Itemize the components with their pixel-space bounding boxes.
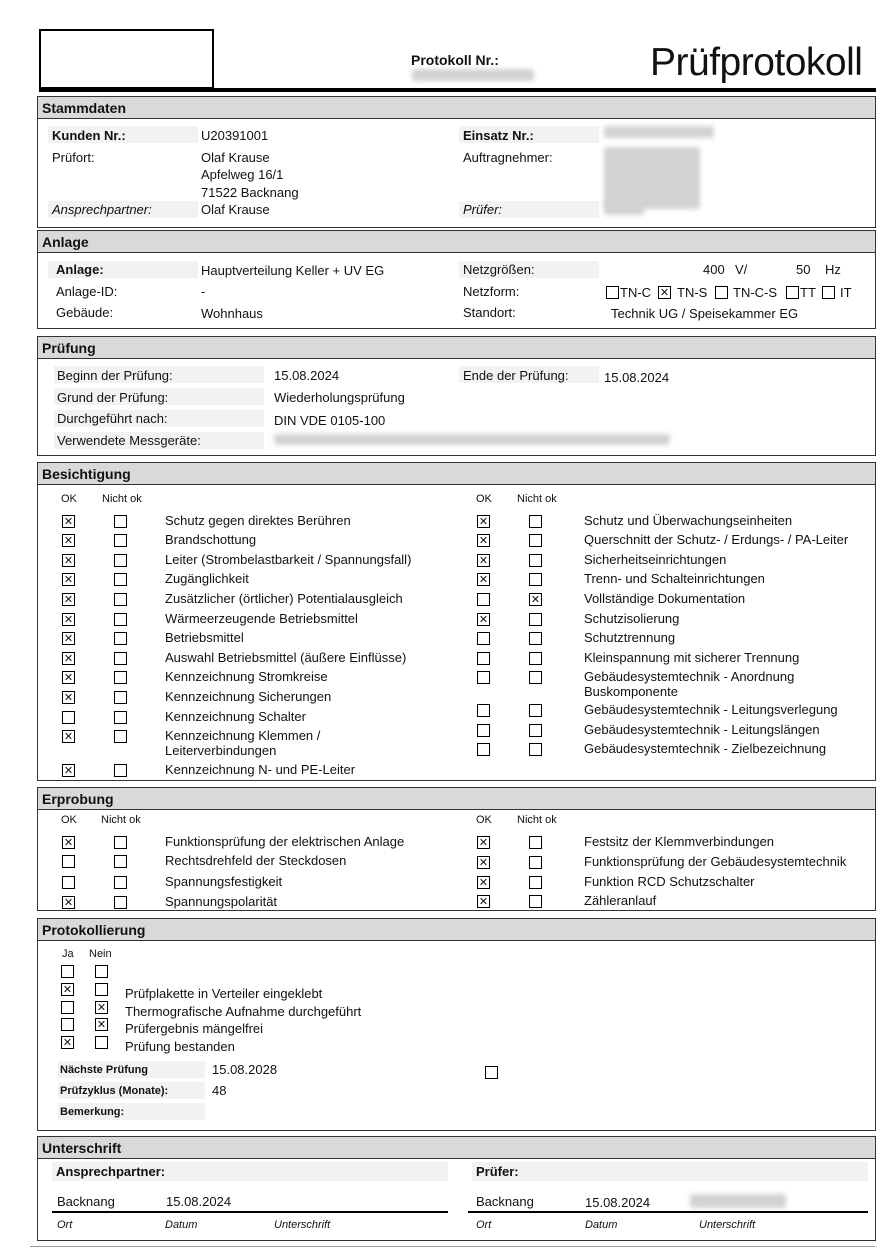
erprobung-left-item-nok-checkbox[interactable]	[114, 896, 127, 909]
erprobung-right-item-nok-checkbox[interactable]	[529, 856, 542, 869]
besichtigung-right-item-label: Gebäudesystemtechnik - Anordnung	[584, 669, 795, 684]
besichtigung-right-item-label: Gebäudesystemtechnik - Leitungsverlegung	[584, 702, 838, 717]
erprobung-right-item-nok-checkbox[interactable]	[529, 836, 542, 849]
besichtigung-right-item-ok-checkbox[interactable]	[477, 724, 490, 737]
besichtigung-right-item-label: Sicherheitseinrichtungen	[584, 552, 727, 567]
grund-value: Wiederholungsprüfung	[274, 390, 405, 405]
protokollierung-ja-checkbox[interactable]: ✕	[62, 983, 73, 996]
besichtigung-left-item-label: Auswahl Betriebsmittel (äußere Einflüsse)	[165, 650, 407, 665]
protokollierung-nein-checkbox[interactable]: ✕	[96, 1001, 107, 1014]
protokollierung-item-label: Prüfplakette in Verteiler eingeklebt	[125, 986, 323, 1001]
besichtigung-right-item-ok-checkbox[interactable]: ✕	[478, 573, 489, 586]
extra-checkbox[interactable]	[485, 1066, 498, 1079]
col-nok-right: Nicht ok	[517, 814, 557, 826]
besichtigung-right-item-label: Vollständige Dokumentation	[584, 591, 746, 606]
sig-left-title: Ansprechpartner:	[56, 1164, 166, 1179]
frequency-value: 50	[796, 262, 811, 277]
section-besichtigung	[37, 462, 876, 781]
besichtigung-right-item-ok-checkbox[interactable]	[477, 743, 490, 756]
sig-right-ort-caption: Ort	[476, 1219, 492, 1231]
erprobung-left-item-ok-checkbox[interactable]: ✕	[63, 896, 74, 909]
netzgroessen-label: Netzgrößen:	[463, 262, 535, 277]
besichtigung-right-item-nok-checkbox[interactable]	[529, 534, 542, 547]
sig-right-title: Prüfer:	[476, 1164, 519, 1179]
ansprechpartner-label: Ansprechpartner:	[52, 202, 152, 217]
einsatz-nr-label: Einsatz Nr.:	[463, 128, 534, 143]
protokollierung-nein-checkbox[interactable]	[95, 1036, 108, 1049]
besichtigung-left-item-ok-checkbox[interactable]: ✕	[63, 613, 74, 626]
besichtigung-right-item-nok-checkbox[interactable]: ✕	[530, 593, 541, 606]
section-heading-erprobung: Erprobung	[38, 788, 875, 810]
besichtigung-right-item-ok-checkbox[interactable]	[477, 632, 490, 645]
besichtigung-right-item-nok-checkbox[interactable]	[529, 743, 542, 756]
erprobung-right-item-label: Zähleranlauf	[584, 893, 657, 908]
besichtigung-right-item-nok-checkbox[interactable]	[529, 632, 542, 645]
sig-right-datum-caption: Datum	[585, 1219, 618, 1231]
section-heading-protokollierung: Protokollierung	[38, 919, 875, 941]
gebaeude-value: Wohnhaus	[201, 306, 263, 321]
kunden-nr-label: Kunden Nr.:	[52, 128, 126, 143]
standort-label: Standort:	[463, 305, 516, 320]
besichtigung-left-item-label: Zusätzlicher (örtlicher) Potentialausgleich	[165, 591, 403, 606]
beginn-label: Beginn der Prüfung:	[57, 368, 173, 383]
besichtigung-left-item-nok-checkbox[interactable]	[114, 730, 127, 743]
netzform-tt-checkbox[interactable]	[786, 286, 799, 299]
besichtigung-right-item-nok-checkbox[interactable]	[529, 554, 542, 567]
besichtigung-right-item-label: Schutztrennung	[584, 630, 676, 645]
protokollierung-item-label: Prüfung bestanden	[125, 1039, 235, 1054]
frequency-unit: Hz	[825, 262, 841, 277]
besichtigung-right-item-ok-checkbox[interactable]: ✕	[478, 554, 489, 567]
erprobung-right-item-nok-checkbox[interactable]	[529, 895, 542, 908]
gebaeude-label: Gebäude:	[56, 305, 114, 320]
netzform-it-label: IT	[840, 285, 852, 300]
netzform-tncs-label: TN-C-S	[733, 285, 778, 300]
besichtigung-left-item-label: Betriebsmittel	[165, 630, 244, 645]
sig-right-unterschrift-caption: Unterschrift	[699, 1219, 756, 1231]
erprobung-right-item-ok-checkbox[interactable]: ✕	[478, 895, 489, 908]
ende-label: Ende der Prüfung:	[463, 368, 569, 383]
besichtigung-right-item-ok-checkbox[interactable]	[477, 704, 490, 717]
durchgefuehrt-label: Durchgeführt nach:	[57, 411, 168, 426]
protokollierung-item-label: Prüfergebnis mängelfrei	[125, 1021, 264, 1036]
besichtigung-left-item-nok-checkbox[interactable]	[114, 711, 127, 724]
besichtigung-right-item-nok-checkbox[interactable]	[529, 613, 542, 626]
anlage-label: Anlage:	[56, 262, 104, 277]
besichtigung-right-item-label: Gebäudesystemtechnik - Leitungslängen	[584, 722, 820, 737]
besichtigung-right-item-nok-checkbox[interactable]	[529, 652, 542, 665]
besichtigung-right-item-nok-checkbox[interactable]	[529, 704, 542, 717]
section-erprobung	[37, 787, 876, 911]
besichtigung-right-item-label: Querschnitt der Schutz- / Erdungs- / PA-Leiter	[584, 532, 849, 547]
netzform-tt-label: TT	[800, 285, 816, 300]
besichtigung-left-item-nok-checkbox[interactable]	[114, 554, 127, 567]
grund-label: Grund der Prüfung:	[57, 390, 169, 405]
besichtigung-right-item-nok-checkbox[interactable]	[529, 515, 542, 528]
besichtigung-left-item-nok-checkbox[interactable]	[114, 534, 127, 547]
bemerkung-label: Bemerkung:	[60, 1106, 125, 1118]
erprobung-right-item-label: Festsitz der Klemmverbindungen	[584, 834, 775, 849]
besichtigung-left-item-nok-checkbox[interactable]	[114, 671, 127, 684]
erprobung-right-item-nok-checkbox[interactable]	[529, 876, 542, 889]
netzform-tnc-label: TN-C	[620, 285, 652, 300]
erprobung-right-item-ok-checkbox[interactable]: ✕	[478, 856, 489, 869]
besichtigung-right-item-label: Gebäudesystemtechnik - Zielbezeichnung	[584, 741, 827, 756]
col-ok-right: OK	[476, 814, 492, 826]
netzform-it-checkbox[interactable]	[822, 286, 835, 299]
voltage-unit: V/	[735, 262, 748, 277]
pruefzyklus-value: 48	[212, 1083, 227, 1098]
pruefort-city: 71522 Backnang	[201, 185, 299, 200]
besichtigung-right-item-ok-checkbox[interactable]	[477, 652, 490, 665]
messgeraete-redacted	[274, 434, 670, 445]
section-unterschrift	[37, 1136, 876, 1241]
kunden-nr-value: U20391001	[201, 128, 269, 143]
page-title: Prüfprotokoll	[650, 41, 863, 84]
section-heading-unterschrift: Unterschrift	[38, 1137, 875, 1159]
besichtigung-left-item-ok-checkbox[interactable]: ✕	[63, 652, 74, 665]
besichtigung-right-item-ok-checkbox[interactable]: ✕	[478, 613, 489, 626]
ende-value: 15.08.2024	[604, 370, 670, 385]
besichtigung-left-item-label: Zugänglichkeit	[165, 571, 249, 586]
pruefer-label: Prüfer:	[463, 202, 503, 217]
erprobung-left-item-ok-checkbox[interactable]	[62, 876, 75, 889]
pruefort-label: Prüfort:	[52, 150, 95, 165]
pruefort-street: Apfelweg 16/1	[201, 167, 284, 182]
col-nok-left: Nicht ok	[101, 814, 141, 826]
protokollierung-ja-checkbox[interactable]: ✕	[62, 1036, 73, 1049]
erprobung-left-item-nok-checkbox[interactable]	[114, 836, 127, 849]
col-nok-left: Nicht ok	[102, 493, 142, 505]
besichtigung-left-item-nok-checkbox[interactable]	[114, 632, 127, 645]
durchgefuehrt-value: DIN VDE 0105-100	[274, 413, 386, 428]
besichtigung-left-item-ok-checkbox[interactable]: ✕	[63, 632, 74, 645]
protokoll-nr-label: Protokoll Nr.:	[411, 52, 499, 68]
anlage-id-label: Anlage-ID:	[56, 284, 118, 299]
besichtigung-left-item-ok-checkbox[interactable]: ✕	[63, 515, 74, 528]
section-heading-stammdaten: Stammdaten	[38, 97, 875, 119]
erprobung-left-item-label: Rechtsdrehfeld der Steckdosen	[165, 853, 347, 868]
erprobung-right-item-label: Funktionsprüfung der Gebäudesystemtechnik	[584, 854, 847, 869]
sig-left-ort-caption: Ort	[57, 1219, 73, 1231]
besichtigung-right-item-ok-checkbox[interactable]	[477, 593, 490, 606]
besichtigung-right-item-nok-checkbox[interactable]	[529, 573, 542, 586]
naechste-pruefung-label: Nächste Prüfung	[60, 1064, 149, 1076]
sig-left-unterschrift-caption: Unterschrift	[274, 1219, 331, 1231]
einsatz-nr-redacted	[604, 126, 714, 138]
besichtigung-left-item-ok-checkbox[interactable]: ✕	[63, 593, 74, 606]
protokollierung-nein-checkbox[interactable]	[95, 965, 108, 978]
voltage-value: 400	[703, 262, 725, 277]
section-heading-anlage: Anlage	[38, 231, 875, 253]
besichtigung-left-item-nok-checkbox[interactable]	[114, 691, 127, 704]
col-ok-left: OK	[61, 814, 77, 826]
col-ok-left: OK	[61, 493, 77, 505]
anlage-value: Hauptverteilung Keller + UV EG	[201, 263, 385, 278]
besichtigung-left-item-label: Kennzeichnung Klemmen /	[165, 728, 321, 743]
messgeraete-label: Verwendete Messgeräte:	[57, 433, 201, 448]
col-nok-right: Nicht ok	[517, 493, 557, 505]
beginn-value: 15.08.2024	[274, 368, 340, 383]
col-ok-right: OK	[476, 493, 492, 505]
netzform-tncs-checkbox[interactable]	[715, 286, 728, 299]
besichtigung-left-item-nok-checkbox[interactable]	[114, 515, 127, 528]
col-nein: Nein	[89, 948, 112, 960]
sig-right-line	[468, 1211, 868, 1213]
besichtigung-left-item-label: Kennzeichnung Sicherungen	[165, 689, 332, 704]
besichtigung-right-item-label: Trenn- und Schalteinrichtungen	[584, 571, 765, 586]
section-heading-besichtigung: Besichtigung	[38, 463, 875, 485]
besichtigung-left-item-ok-checkbox[interactable]: ✕	[63, 534, 74, 547]
erprobung-left-item-ok-checkbox[interactable]: ✕	[63, 836, 74, 849]
besichtigung-left-item-nok-checkbox[interactable]	[114, 652, 127, 665]
besichtigung-right-item-ok-checkbox[interactable]: ✕	[478, 515, 489, 528]
pruefzyklus-label: Prüfzyklus (Monate):	[60, 1085, 169, 1097]
besichtigung-left-item-label: Kennzeichnung N- und PE-Leiter	[165, 762, 356, 777]
besichtigung-right-item-label: Kleinspannung mit sicherer Trennung	[584, 650, 800, 665]
section-pruefung	[37, 336, 876, 456]
erprobung-left-item-label: Spannungspolarität	[165, 894, 278, 909]
besichtigung-left-item-label: Schutz gegen direktes Berühren	[165, 513, 351, 528]
erprobung-right-item-label: Funktion RCD Schutzschalter	[584, 874, 755, 889]
protokollierung-ja-checkbox[interactable]	[61, 1018, 74, 1031]
protokollierung-nein-checkbox[interactable]	[95, 983, 108, 996]
col-ja: Ja	[62, 948, 74, 960]
erprobung-right-item-ok-checkbox[interactable]: ✕	[478, 836, 489, 849]
auftragnehmer-label: Auftragnehmer:	[463, 150, 553, 165]
protokollierung-nein-checkbox[interactable]: ✕	[96, 1018, 107, 1031]
besichtigung-left-item-label-cont: Leiterverbindungen	[165, 743, 277, 758]
besichtigung-left-item-nok-checkbox[interactable]	[114, 613, 127, 626]
sig-left-datum-caption: Datum	[165, 1219, 198, 1231]
protokollierung-item-label: Thermografische Aufnahme durchgeführt	[125, 1004, 362, 1019]
anlage-id-value: -	[201, 284, 206, 299]
erprobung-left-item-ok-checkbox[interactable]	[62, 855, 75, 868]
besichtigung-right-item-ok-checkbox[interactable]	[477, 671, 490, 684]
besichtigung-left-item-label: Kennzeichnung Schalter	[165, 709, 306, 724]
besichtigung-left-item-label: Wärmeerzeugende Betriebsmittel	[165, 611, 358, 626]
besichtigung-left-item-label: Leiter (Strombelastbarkeit / Spannungsfall)	[165, 552, 412, 567]
erprobung-right-item-ok-checkbox[interactable]: ✕	[478, 876, 489, 889]
besichtigung-right-item-nok-checkbox[interactable]	[529, 671, 542, 684]
erprobung-left-item-nok-checkbox[interactable]	[114, 855, 127, 868]
besichtigung-right-item-ok-checkbox[interactable]: ✕	[478, 534, 489, 547]
besichtigung-left-item-label: Brandschottung	[165, 532, 257, 547]
besichtigung-right-item-nok-checkbox[interactable]	[529, 724, 542, 737]
besichtigung-right-item-label: Schutzisolierung	[584, 611, 680, 626]
sig-left-ort: Backnang	[57, 1194, 115, 1209]
besichtigung-left-item-ok-checkbox[interactable]: ✕	[63, 671, 74, 684]
besichtigung-left-item-ok-checkbox[interactable]: ✕	[63, 730, 74, 743]
title-divider	[39, 88, 876, 92]
besichtigung-left-item-nok-checkbox[interactable]	[114, 764, 127, 777]
besichtigung-left-item-ok-checkbox[interactable]: ✕	[63, 573, 74, 586]
protokoll-nr-redacted	[412, 69, 534, 81]
besichtigung-right-item-label: Schutz und Überwachungseinheiten	[584, 513, 793, 528]
pruefort-name: Olaf Krause	[201, 150, 270, 165]
besichtigung-left-item-ok-checkbox[interactable]	[62, 711, 75, 724]
section-heading-pruefung: Prüfung	[38, 337, 875, 359]
netzform-tnc-checkbox[interactable]	[606, 286, 619, 299]
pruefer-redacted	[604, 201, 644, 215]
sig-left-datum: 15.08.2024	[166, 1194, 232, 1209]
besichtigung-left-item-nok-checkbox[interactable]	[114, 593, 127, 606]
signature-redacted	[690, 1194, 786, 1208]
protokollierung-ja-checkbox[interactable]	[61, 965, 74, 978]
standort-value: Technik UG / Speisekammer EG	[611, 306, 799, 321]
sig-right-datum: 15.08.2024	[585, 1195, 651, 1210]
sig-left-line	[52, 1211, 448, 1213]
ansprechpartner-value: Olaf Krause	[201, 202, 270, 217]
erprobung-left-item-nok-checkbox[interactable]	[114, 876, 127, 889]
erprobung-left-item-label: Spannungsfestigkeit	[165, 874, 283, 889]
sig-right-ort: Backnang	[476, 1194, 534, 1209]
besichtigung-left-item-nok-checkbox[interactable]	[114, 573, 127, 586]
section-anlage	[37, 230, 876, 329]
netzform-tns-checkbox[interactable]: ✕	[659, 286, 670, 299]
section-protokollierung	[37, 918, 876, 1131]
netzform-tns-label: TN-S	[677, 285, 708, 300]
footer-divider	[30, 1246, 875, 1247]
section-stammdaten	[37, 96, 876, 228]
naechste-pruefung-value: 15.08.2028	[212, 1062, 278, 1077]
besichtigung-left-item-ok-checkbox[interactable]: ✕	[63, 554, 74, 567]
besichtigung-left-item-label: Kennzeichnung Stromkreise	[165, 669, 328, 684]
besichtigung-right-item-label-cont: Buskomponente	[584, 684, 678, 699]
protokollierung-ja-checkbox[interactable]	[61, 1001, 74, 1014]
besichtigung-left-item-ok-checkbox[interactable]: ✕	[63, 764, 74, 777]
auftragnehmer-redacted	[604, 147, 700, 209]
logo-box	[39, 29, 214, 89]
erprobung-left-item-label: Funktionsprüfung der elektrischen Anlage	[165, 834, 405, 849]
netzform-label: Netzform:	[463, 284, 520, 299]
besichtigung-left-item-ok-checkbox[interactable]: ✕	[63, 691, 74, 704]
